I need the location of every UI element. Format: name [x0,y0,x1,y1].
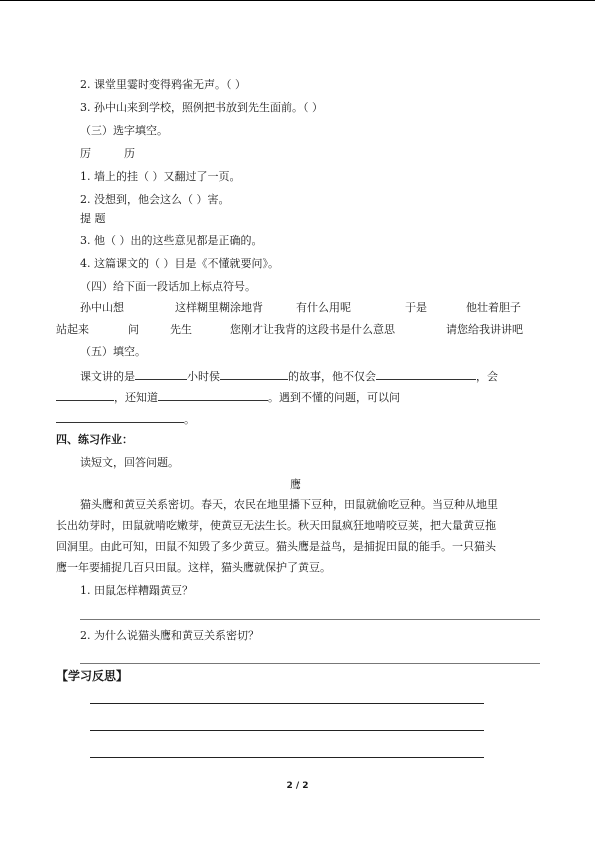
char-option: 历 [124,147,135,160]
punctuation-fragment: 先生 [170,323,192,336]
char-option: 厉 [80,147,91,160]
punctuation-fragment: 问 [128,323,139,336]
punctuation-fragment: 孙中山想 [80,301,124,314]
punctuation-fragment: 他壮着胆子 [466,301,521,314]
fill-blank-heading: （五）填空。 [80,345,146,358]
choose-char-heading: （三）选字填空。 [80,124,168,137]
punctuation-fragment: 请您给我讲讲吧 [446,323,523,336]
choose-item-3: 3. 他（ ）出的这些意见都是正确的。 [80,234,263,247]
choose-item-1: 1. 墙上的挂（ ）又翻过了一页。 [80,170,241,183]
punctuation-fragment: 您刚才让我背的这段书是什么意思 [230,323,395,336]
fill-text: 。遇到不懂的问题，可以问 [268,391,400,404]
reading-question-2: 2. 为什么说猫头鹰和黄豆关系密切？ [80,629,259,642]
passage-title: 鹰 [290,478,301,491]
fill-text: 课文讲的是 [80,370,135,383]
passage-line: 长出幼芽时，田鼠就啃吃嫩芽，使黄豆无法生长。秋天田鼠疯狂地啃咬豆荚，把大量黄豆拖 [56,519,496,532]
reading-question-1: 1. 田鼠怎样糟蹋黄豆？ [80,584,193,597]
answer-blank[interactable] [56,410,184,423]
answer-blank[interactable] [376,367,476,380]
fill-text: ，会 [476,370,498,383]
punctuation-fragment: 有什么用呢 [296,301,351,314]
fill-text: 的故事，他不仅会 [288,370,376,383]
char-pair-1 [80,146,135,162]
reflection-line[interactable] [90,730,484,731]
answer-blank[interactable] [220,367,288,380]
passage-line: 鹰一年要捕捉几百只田鼠。这样，猫头鹰就保护了黄豆。 [56,561,331,574]
answer-blank[interactable] [158,388,268,401]
punctuation-fragment: 站起来 [56,323,89,336]
answer-blank[interactable] [56,388,114,401]
reflection-line[interactable] [90,757,484,758]
fill-text: 小时侯 [187,370,220,383]
char-pair-2: 提 题 [80,212,106,225]
fill-blank-line-2 [56,388,400,406]
judge-item-3: 3. 孙中山来到学校，照例把书放到先生面前。（ ） [80,101,323,114]
punctuation-heading: （四）给下面一段话加上标点符号。 [80,280,256,293]
answer-blank[interactable] [135,367,187,380]
reading-instruction: 读短文，回答问题。 [80,456,179,469]
punctuation-fragment: 于是 [405,301,427,314]
passage-line: 猫头鹰和黄豆关系密切。春天，农民在地里播下豆种，田鼠就偷吃豆种。当豆种从地里 [80,498,498,511]
fill-text: 。 [184,413,195,426]
fill-blank-line-1 [80,367,498,385]
choose-item-4: 4. 这篇课文的（ ）目是《不懂就要问》。 [80,257,279,270]
page-number: 2 / 2 [286,781,309,791]
answer-line[interactable] [80,663,540,664]
fill-text: ，还知道 [114,391,158,404]
punctuation-fragment: 这样糊里糊涂地背 [175,301,263,314]
fill-blank-line-3 [56,410,195,428]
page-top-border [0,0,595,1]
choose-item-2: 2. 没想到，他会这么（ ）害。 [80,193,230,206]
passage-line: 回洞里。由此可知，田鼠不知毁了多少黄豆。猫头鹰是益鸟，是捕捉田鼠的能手。一只猫头 [56,540,496,553]
answer-line[interactable] [80,619,540,620]
reflection-heading: 【学习反思】 [56,669,129,683]
judge-item-2: 2. 课堂里霎时变得鸦雀无声。（ ） [80,78,246,91]
exercise-heading: 四、练习作业： [56,433,133,446]
reflection-line[interactable] [90,703,484,704]
